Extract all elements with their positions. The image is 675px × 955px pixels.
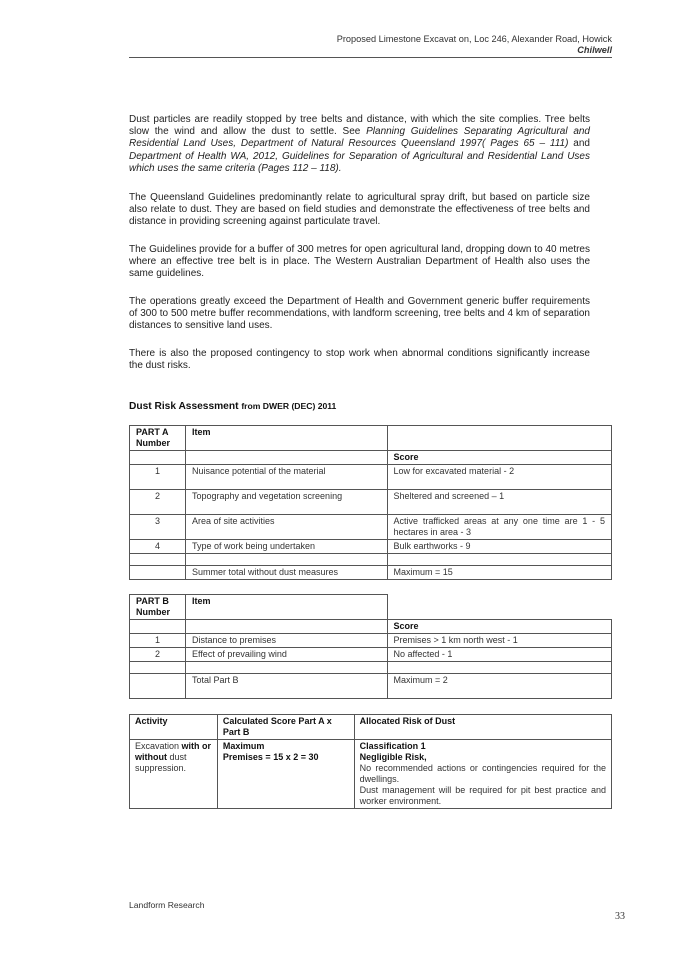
table-cell bbox=[130, 451, 186, 465]
table-cell bbox=[130, 674, 186, 699]
header-calculated-score: Calculated Score Part A x Part B bbox=[217, 715, 354, 740]
risk-classification: Classification 1 bbox=[359, 741, 426, 751]
row-number: 2 bbox=[130, 490, 186, 515]
table-row bbox=[130, 662, 612, 674]
row-item: Topography and vegetation screening bbox=[185, 490, 387, 515]
row-score: Low for excavated material - 2 bbox=[387, 465, 611, 490]
calc-maximum: Maximum bbox=[222, 741, 265, 751]
table-cell bbox=[185, 662, 387, 674]
p1-citation-wa: Department of Health WA, 2012, Guidelines for Separation of Agricultural and Residential Land Uses which uses the same criteria (Pages 112 – 118). bbox=[129, 150, 590, 174]
table-cell bbox=[130, 620, 186, 634]
row-number: 2 bbox=[130, 648, 186, 662]
paragraph-tree-belts bbox=[129, 114, 590, 175]
p1-citation-qld: Planning Guidelines Separating Agricultural and Residential Land Uses, Department of Natural Resources Queensland 1997( Pages 65 – 111) bbox=[129, 126, 590, 150]
table-cell bbox=[185, 620, 387, 634]
row-item: Area of site activities bbox=[185, 515, 387, 540]
p1-text-c: and bbox=[568, 138, 590, 150]
allocated-risk-cell bbox=[354, 740, 611, 809]
table-row bbox=[130, 515, 612, 540]
section-title-text: Dust Risk Assessment bbox=[129, 401, 239, 412]
header-part-a: PART A Number bbox=[130, 426, 186, 451]
table-row bbox=[130, 740, 612, 809]
table-allocated-risk bbox=[129, 714, 612, 809]
table-part-b bbox=[129, 594, 612, 699]
total-item: Total Part B bbox=[185, 674, 387, 699]
header-item: Item bbox=[185, 426, 387, 451]
risk-note-dwellings: No recommended actions or contingencies required for the dwellings. bbox=[359, 763, 606, 784]
row-score: Sheltered and screened – 1 bbox=[387, 490, 611, 515]
row-score: Premises > 1 km north west - 1 bbox=[387, 634, 611, 648]
table-row bbox=[130, 566, 612, 580]
header-score: Score bbox=[387, 620, 611, 634]
paragraph-queensland-guidelines: The Queensland Guidelines predominantly relate to agricultural spray drift, but based on particle size also relate to dust. They are based on field studies and demonstrate the effectiveness of tree belts and distance in providing screening against particulate travel. bbox=[129, 192, 590, 228]
row-item: Effect of prevailing wind bbox=[185, 648, 387, 662]
row-number: 1 bbox=[130, 634, 186, 648]
activity-text: Excavation bbox=[135, 741, 182, 751]
table-row bbox=[130, 648, 612, 662]
row-item: Type of work being undertaken bbox=[185, 540, 387, 554]
activity-text-end: dust suppression. bbox=[135, 752, 187, 773]
header-activity: Activity bbox=[130, 715, 218, 740]
risk-level: Negligible Risk, bbox=[359, 752, 427, 762]
table-cell bbox=[130, 662, 186, 674]
header-item: Item bbox=[185, 595, 387, 620]
calc-premises: Premises = 15 x 2 = 30 bbox=[222, 752, 319, 762]
table-cell bbox=[185, 451, 387, 465]
table-row bbox=[130, 674, 612, 699]
row-score: Active trafficked areas at any one time are 1 - 5 hectares in area - 3 bbox=[387, 515, 611, 540]
header-title: Proposed Limestone Excavat on, Loc 246, Alexander Road, Howick bbox=[336, 34, 612, 44]
page-number: 33 bbox=[615, 911, 625, 922]
table-row bbox=[130, 540, 612, 554]
table-row bbox=[130, 595, 612, 620]
header-subtitle: Chilwell bbox=[577, 45, 612, 55]
table-part-a bbox=[129, 425, 612, 580]
paragraph-contingency: There is also the proposed contingency to stop work when abnormal conditions significantly increase the dust risks. bbox=[129, 348, 590, 372]
table-row bbox=[130, 715, 612, 740]
table-cell bbox=[185, 554, 387, 566]
table-row bbox=[130, 620, 612, 634]
row-item: Distance to premises bbox=[185, 634, 387, 648]
row-item: Nuisance potential of the material bbox=[185, 465, 387, 490]
footer-organisation: Landform Research bbox=[129, 900, 205, 910]
header-score: Score bbox=[387, 451, 611, 465]
header-empty bbox=[387, 426, 611, 451]
table-row bbox=[130, 634, 612, 648]
table-row bbox=[130, 554, 612, 566]
section-title-source: from DWER (DEC) 2011 bbox=[241, 401, 337, 411]
p1-text-a: Dust particles are readily stopped by tree belts and distance, with which the site complies. Tree belts slow the wind and allow the dust to settle. See bbox=[129, 114, 590, 138]
paragraph-operations: The operations greatly exceed the Department of Health and Government generic buffer requirements of 300 to 500 metre buffer recommendations, with landform screening, tree belts and 4 km of separation distances to sensitive land uses. bbox=[129, 296, 590, 332]
total-score: Maximum = 2 bbox=[387, 674, 611, 699]
section-title bbox=[129, 401, 336, 412]
header-allocated-risk: Allocated Risk of Dust bbox=[354, 715, 611, 740]
activity-emphasis: with or without bbox=[135, 741, 212, 762]
table-row bbox=[130, 490, 612, 515]
table-cell bbox=[387, 554, 611, 566]
table-cell bbox=[387, 662, 611, 674]
paragraph-buffer: The Guidelines provide for a buffer of 300 metres for open agricultural land, dropping down to 40 metres where an effective tree belt is in place. The Western Australian Department of Health also uses the same guidelines. bbox=[129, 244, 590, 280]
row-score: Bulk earthworks - 9 bbox=[387, 540, 611, 554]
page-header bbox=[129, 34, 612, 56]
table-row bbox=[130, 426, 612, 451]
total-item: Summer total without dust measures bbox=[185, 566, 387, 580]
header-part-b: PART B Number bbox=[130, 595, 186, 620]
table-cell bbox=[130, 566, 186, 580]
table-row bbox=[130, 451, 612, 465]
risk-note-management: Dust management will be required for pit best practice and worker environment. bbox=[359, 785, 606, 806]
row-number: 4 bbox=[130, 540, 186, 554]
header-empty bbox=[387, 595, 611, 620]
activity-cell bbox=[130, 740, 218, 809]
row-score: No affected - 1 bbox=[387, 648, 611, 662]
header-rule bbox=[129, 57, 612, 58]
table-row bbox=[130, 465, 612, 490]
calculated-score-cell bbox=[217, 740, 354, 809]
row-number: 3 bbox=[130, 515, 186, 540]
table-cell bbox=[130, 554, 186, 566]
row-number: 1 bbox=[130, 465, 186, 490]
total-score: Maximum = 15 bbox=[387, 566, 611, 580]
